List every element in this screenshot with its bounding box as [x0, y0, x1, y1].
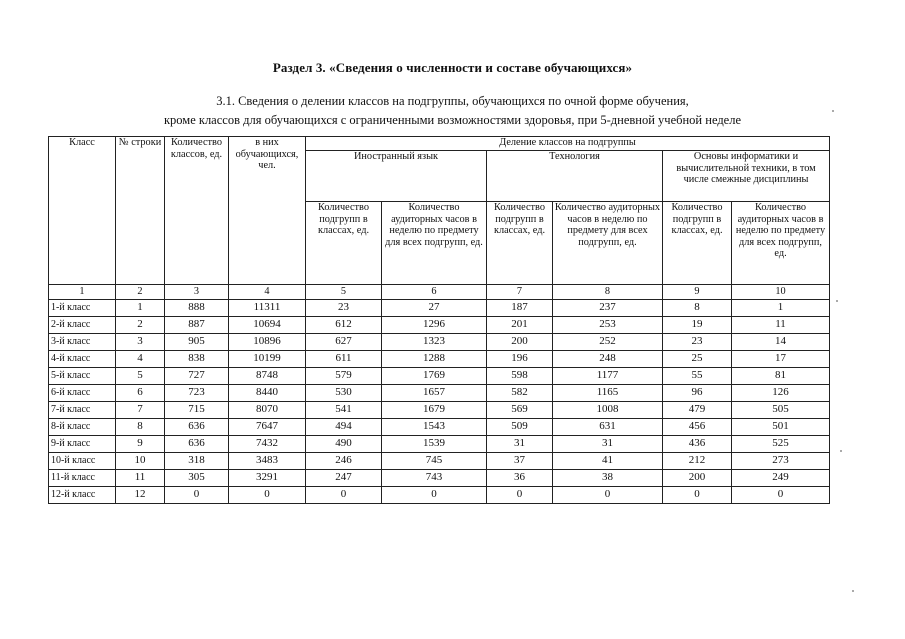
table-cell: 0	[487, 487, 553, 504]
class-label: 2-й класс	[49, 317, 116, 334]
header-foreign-language: Иностранный язык	[306, 151, 487, 202]
table-row	[49, 487, 830, 504]
header-class-count: Количество классов, ед.	[165, 137, 229, 285]
table-row	[49, 334, 830, 351]
scan-speck	[832, 110, 834, 112]
table-cell: 715	[165, 402, 229, 419]
header-tech-subgroups: Количество подгрупп в классах, ед.	[487, 202, 553, 285]
table-cell: 252	[553, 334, 663, 351]
header-foreign-subgroups: Количество подгрупп в классах, ед.	[306, 202, 382, 285]
table-cell: 305	[165, 470, 229, 487]
header-class: Класс	[49, 137, 116, 285]
table-cell: 3291	[229, 470, 306, 487]
class-label: 10-й класс	[49, 453, 116, 470]
table-cell: 247	[306, 470, 382, 487]
table-cell: 1657	[382, 385, 487, 402]
table-cell: 25	[663, 351, 732, 368]
table-cell: 8	[116, 419, 165, 436]
table-cell: 200	[663, 470, 732, 487]
table-cell: 196	[487, 351, 553, 368]
table-cell: 1288	[382, 351, 487, 368]
table-caption-line-1: 3.1. Сведения о делении классов на подгруппы, обучающихся по очной форме обучения,	[216, 94, 689, 108]
class-label: 12-й класс	[49, 487, 116, 504]
column-number: 9	[663, 285, 732, 300]
table-cell: 36	[487, 470, 553, 487]
table-cell: 636	[165, 419, 229, 436]
column-number: 4	[229, 285, 306, 300]
table-cell: 14	[732, 334, 830, 351]
table-cell: 494	[306, 419, 382, 436]
class-label: 9-й класс	[49, 436, 116, 453]
table-cell: 0	[732, 487, 830, 504]
table-cell: 723	[165, 385, 229, 402]
header-foreign-hours: Количество аудиторных часов в неделю по предмету для всех подгрупп, ед.	[382, 202, 487, 285]
table-row	[49, 385, 830, 402]
table-cell: 212	[663, 453, 732, 470]
table-row	[49, 351, 830, 368]
table-cell: 8070	[229, 402, 306, 419]
class-label: 1-й класс	[49, 300, 116, 317]
table-cell: 12	[116, 487, 165, 504]
table-cell: 3483	[229, 453, 306, 470]
table-cell: 273	[732, 453, 830, 470]
table-cell: 5	[116, 368, 165, 385]
table-cell: 631	[553, 419, 663, 436]
header-technology: Технология	[487, 151, 663, 202]
table-row	[49, 419, 830, 436]
table-cell: 187	[487, 300, 553, 317]
table-cell: 7	[116, 402, 165, 419]
table-cell: 1679	[382, 402, 487, 419]
class-label: 4-й класс	[49, 351, 116, 368]
table-cell: 1296	[382, 317, 487, 334]
scan-speck	[852, 590, 854, 592]
table-cell: 200	[487, 334, 553, 351]
table-cell: 11	[116, 470, 165, 487]
table-cell: 8440	[229, 385, 306, 402]
table-cell: 1	[732, 300, 830, 317]
table-cell: 743	[382, 470, 487, 487]
table-cell: 4	[116, 351, 165, 368]
table-cell: 248	[553, 351, 663, 368]
header-info-subgroups: Количество подгрупп в классах, ед.	[663, 202, 732, 285]
table-cell: 887	[165, 317, 229, 334]
table-cell: 501	[732, 419, 830, 436]
table-cell: 249	[732, 470, 830, 487]
table-cell: 23	[306, 300, 382, 317]
table-cell: 505	[732, 402, 830, 419]
table-cell: 19	[663, 317, 732, 334]
column-number: 2	[116, 285, 165, 300]
table-cell: 745	[382, 453, 487, 470]
table-cell: 1539	[382, 436, 487, 453]
table-cell: 0	[306, 487, 382, 504]
table-row	[49, 453, 830, 470]
table-cell: 1008	[553, 402, 663, 419]
table-cell: 38	[553, 470, 663, 487]
table-cell: 479	[663, 402, 732, 419]
table-row	[49, 402, 830, 419]
table-cell: 509	[487, 419, 553, 436]
table-cell: 55	[663, 368, 732, 385]
table-cell: 0	[229, 487, 306, 504]
table-cell: 838	[165, 351, 229, 368]
table-cell: 1	[116, 300, 165, 317]
column-number: 10	[732, 285, 830, 300]
table-cell: 8748	[229, 368, 306, 385]
table-cell: 27	[382, 300, 487, 317]
table-cell: 41	[553, 453, 663, 470]
table-cell: 11	[732, 317, 830, 334]
table-cell: 888	[165, 300, 229, 317]
table-cell: 1165	[553, 385, 663, 402]
scan-speck	[836, 300, 838, 302]
table-cell: 1177	[553, 368, 663, 385]
table-cell: 0	[165, 487, 229, 504]
table-cell: 0	[553, 487, 663, 504]
table-cell: 490	[306, 436, 382, 453]
table-cell: 17	[732, 351, 830, 368]
table-cell: 96	[663, 385, 732, 402]
table-cell: 10896	[229, 334, 306, 351]
table-cell: 525	[732, 436, 830, 453]
table-cell: 7432	[229, 436, 306, 453]
table-cell: 6	[116, 385, 165, 402]
class-label: 3-й класс	[49, 334, 116, 351]
header-informatics: Основы информатики и вычислительной техники, в том числе смежные дисциплины	[663, 151, 830, 202]
table-cell: 10199	[229, 351, 306, 368]
header-subgroup-division: Деление классов на подгруппы	[306, 137, 830, 151]
table-cell: 201	[487, 317, 553, 334]
class-label: 8-й класс	[49, 419, 116, 436]
table-cell: 1323	[382, 334, 487, 351]
class-label: 7-й класс	[49, 402, 116, 419]
table-cell: 3	[116, 334, 165, 351]
table-cell: 318	[165, 453, 229, 470]
table-cell: 8	[663, 300, 732, 317]
class-label: 11-й класс	[49, 470, 116, 487]
table-cell: 7647	[229, 419, 306, 436]
table-cell: 37	[487, 453, 553, 470]
column-number: 8	[553, 285, 663, 300]
column-number: 1	[49, 285, 116, 300]
table-caption-line-2: кроме классов для обучающихся с ограниченными возможностями здоровья, при 5-дневной учебной неделе	[163, 113, 742, 127]
table-cell: 1769	[382, 368, 487, 385]
table-cell: 1543	[382, 419, 487, 436]
column-number: 7	[487, 285, 553, 300]
table-cell: 253	[553, 317, 663, 334]
table-cell: 582	[487, 385, 553, 402]
table-cell: 31	[487, 436, 553, 453]
header-info-hours: Количество аудиторных часов в неделю по предмету для всех подгрупп, ед.	[732, 202, 830, 285]
table-row	[49, 300, 830, 317]
table-cell: 456	[663, 419, 732, 436]
scan-speck	[840, 450, 842, 452]
column-numbers-row	[49, 285, 830, 300]
table-cell: 0	[663, 487, 732, 504]
column-number: 3	[165, 285, 229, 300]
section-title: Раздел 3. «Сведения о численности и составе обучающихся»	[272, 60, 633, 75]
table-cell: 579	[306, 368, 382, 385]
table-cell: 10694	[229, 317, 306, 334]
table-row	[49, 436, 830, 453]
table-cell: 81	[732, 368, 830, 385]
table-cell: 598	[487, 368, 553, 385]
table-cell: 31	[553, 436, 663, 453]
table-cell: 126	[732, 385, 830, 402]
table-row	[49, 368, 830, 385]
table-row	[49, 317, 830, 334]
table-cell: 11311	[229, 300, 306, 317]
header-tech-hours: Количество аудиторных часов в неделю по предмету для всех подгрупп, ед.	[553, 202, 663, 285]
table-cell: 2	[116, 317, 165, 334]
class-label: 6-й класс	[49, 385, 116, 402]
table-cell: 541	[306, 402, 382, 419]
class-label: 5-й класс	[49, 368, 116, 385]
header-students: в них обучающихся, чел.	[229, 137, 306, 285]
table-cell: 611	[306, 351, 382, 368]
table-cell: 569	[487, 402, 553, 419]
table-cell: 627	[306, 334, 382, 351]
table-cell: 246	[306, 453, 382, 470]
table-cell: 23	[663, 334, 732, 351]
column-number: 5	[306, 285, 382, 300]
table-cell: 905	[165, 334, 229, 351]
table-cell: 436	[663, 436, 732, 453]
table-row	[49, 470, 830, 487]
column-number: 6	[382, 285, 487, 300]
table-cell: 727	[165, 368, 229, 385]
table-cell: 237	[553, 300, 663, 317]
table-cell: 0	[382, 487, 487, 504]
table-cell: 10	[116, 453, 165, 470]
table-cell: 612	[306, 317, 382, 334]
table-cell: 530	[306, 385, 382, 402]
header-row-number: № строки	[116, 137, 165, 285]
subgroups-table	[48, 136, 830, 504]
table-cell: 9	[116, 436, 165, 453]
table-cell: 636	[165, 436, 229, 453]
